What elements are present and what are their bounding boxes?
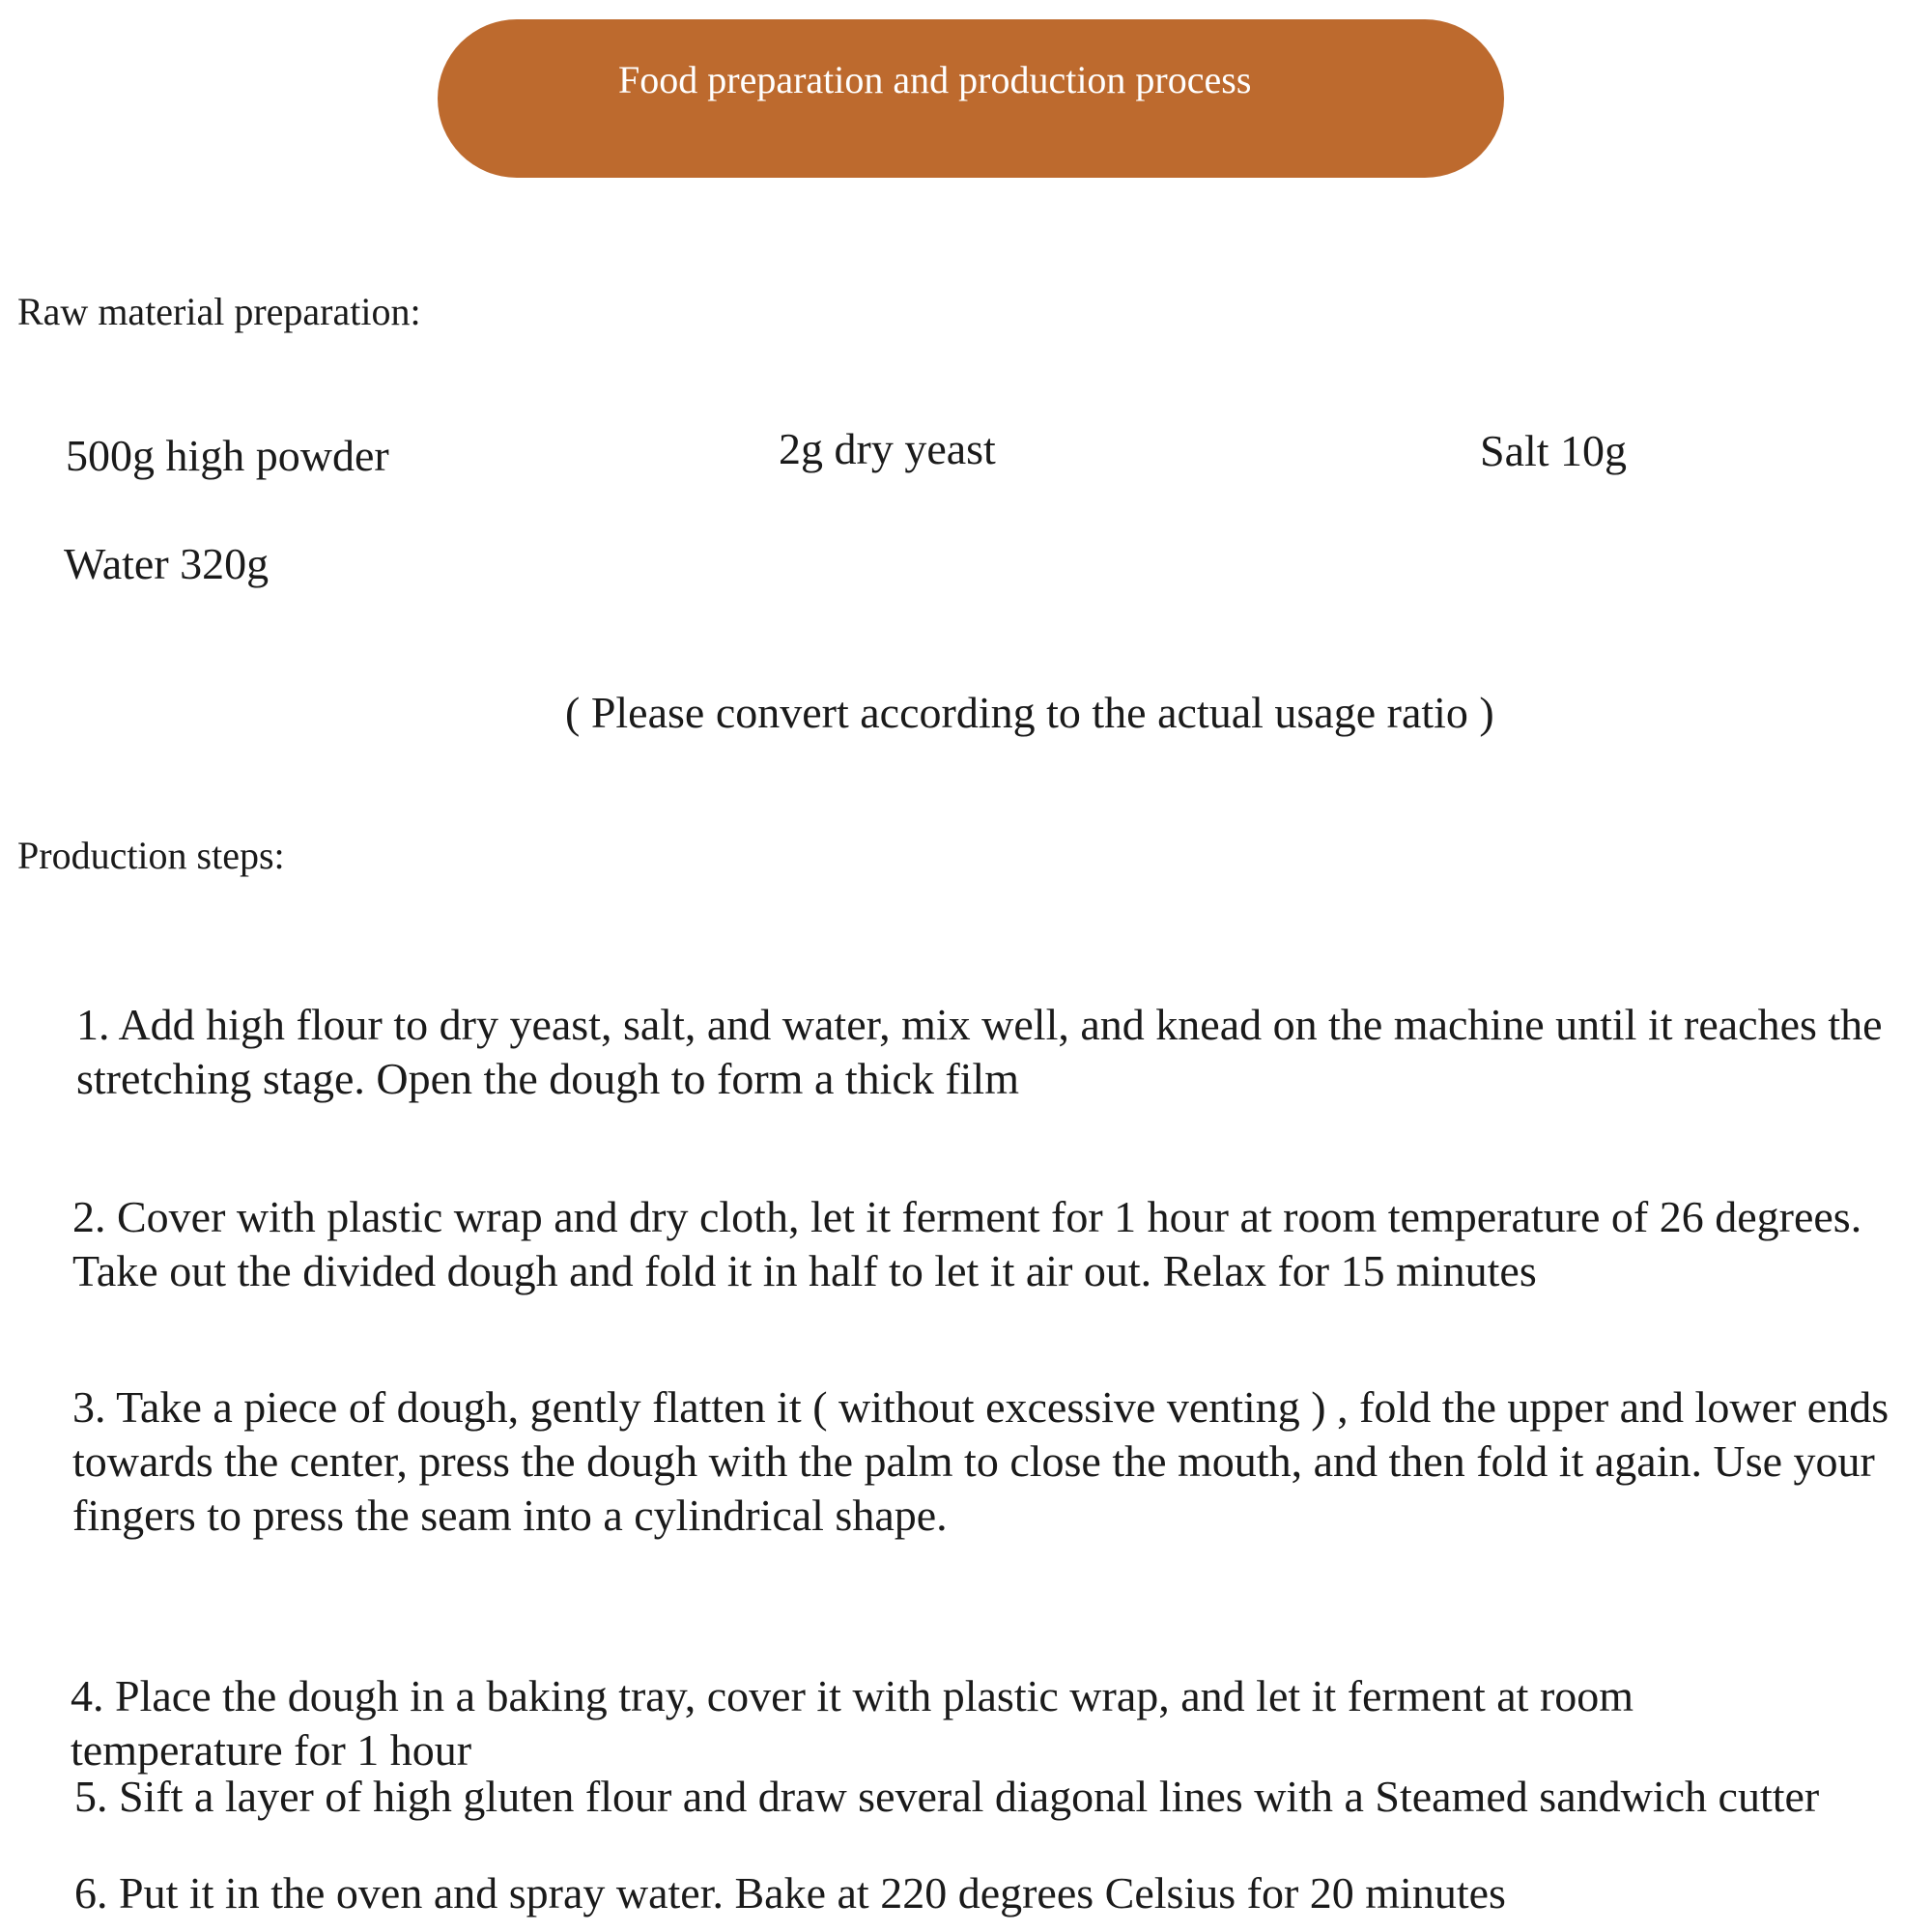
step-3: 3. Take a piece of dough, gently flatten it ( without excessive venting ) , fold the upper and lower ends towards the center, press the dough with the palm to close the mouth, and then fold it again. Use your fingers to press the seam into a cylindrical shape.	[72, 1382, 1889, 1540]
ingredient-water: Water 320g	[64, 539, 270, 588]
raw-material-heading: Raw material preparation:	[17, 290, 421, 333]
usage-ratio-note: ( Please convert according to the actual usage ratio )	[565, 688, 1494, 737]
ingredient-flour: 500g high powder	[66, 431, 389, 480]
step-1: 1. Add high flour to dry yeast, salt, and water, mix well, and knead on the machine until it reaches the stretching stage. Open the dough to form a thick film	[76, 1000, 1883, 1103]
step-6: 6. Put it in the oven and spray water. Bake at 220 degrees Celsius for 20 minutes	[74, 1868, 1506, 1918]
step-4: 4. Place the dough in a baking tray, cover it with plastic wrap, and let it ferment at room temperature for 1 hour	[71, 1671, 1634, 1775]
title-banner	[438, 19, 1504, 178]
page-title: Food preparation and production process	[618, 58, 1252, 101]
ingredient-salt: Salt 10g	[1480, 426, 1628, 475]
step-2: 2. Cover with plastic wrap and dry cloth, let it ferment for 1 hour at room temperature of 26 degrees. Take out the divided dough and fold it in half to let it air out. Relax for 15 minutes	[72, 1192, 1862, 1295]
ingredient-yeast: 2g dry yeast	[779, 424, 996, 473]
production-steps-heading: Production steps:	[17, 834, 285, 877]
step-5: 5. Sift a layer of high gluten flour and draw several diagonal lines with a Steamed sandwich cutter	[74, 1772, 1820, 1821]
